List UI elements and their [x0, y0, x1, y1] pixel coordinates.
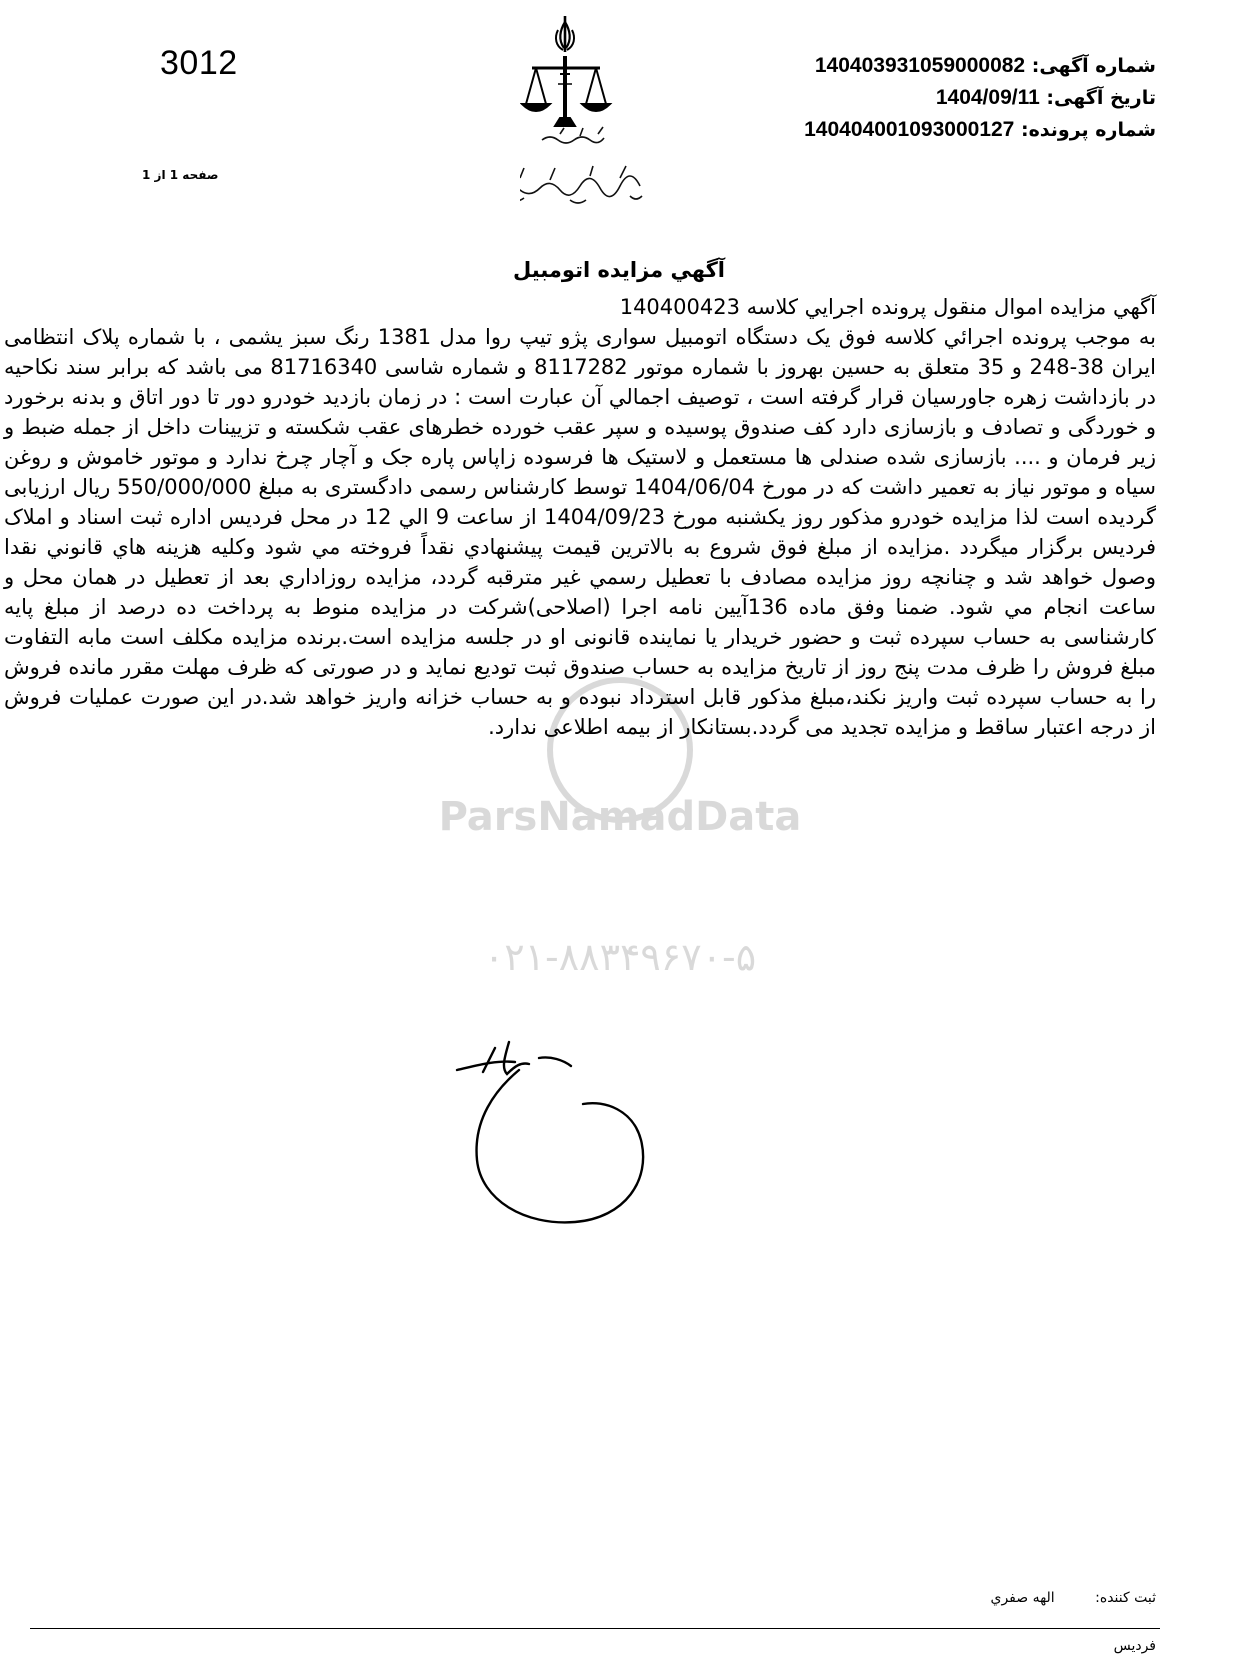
registry-office: فردیس	[1113, 1638, 1156, 1654]
emblem-caption	[520, 127, 642, 203]
notice-body	[4, 292, 1156, 742]
notice-date-label: تاریخ آگهی:	[1046, 87, 1156, 109]
page-indicator: صفحه 1 از 1	[142, 168, 219, 182]
notice-date-row	[804, 82, 1156, 114]
registrar	[990, 1590, 1156, 1606]
judiciary-emblem	[520, 8, 730, 213]
notice-paragraph: به موجب پرونده اجرائي كلاسه فوق يک دستگاه اتومبیل سواری پژو تیپ روا مدل 1381 رنگ سبز یشمی ، با شماره پلاک انتظامی ایران 38-248 و 35 متعلق به حسین بهروز با شماره موتور 8117282 و شماره شاسی 81716340 می باشد که برابر سند نکاحیه در بازداشت زهره جاورسیان قرار گرفته است ، توصيف اجمالي آن عبارت است : در زمان بازدید خودرو دور تا دور اتاق و بدنه برخورد و خوردگی و تصادف و بازسازی دارد کف صندوق پوسیده و سپر عقب خورده خطرهای عقب شکسته و تزیینات داخل از جمله ضبط و زیر فرمان و .... بازسازی شده صندلی ها مستعمل و لاستیک ها فرسوده زاپاس پاره جک و آچار چرخ ندارد و موتور خاموش و روغن سیاه و موتور نیاز به تعمیر داشت که در مورخ 1404/06/04 توسط کارشناس رسمی دادگستری به مبلغ 550/000/000 ریال ارزیابی گردیده است لذا مزایده خودرو مذکور روز یکشنبه مورخ 1404/09/23 از ساعت 9 الي 12 در محل فردیس اداره ثبت اسناد و املاک فردیس برگزار ميگردد .مزايده از مبلغ فوق شروع به بالاترين قيمت پيشنهادي نقداً فروخته مي شود وكليه هزينه هاي قانوني نقدا وصول خواهد شد و چنانچه روز مزايده مصادف با تعطيل رسمي غير مترقبه گردد، مزايده روزاداري بعد از تعطيل در همان محل و ساعت انجام مي شود. ضمنا وفق ماده 136آیین نامه اجرا (اصلاحی)شرکت در مزایده منوط به پرداخت ده درصد از مبلغ پایه کارشناسی به حساب سپرده ثبت و حضور خریدار یا نماینده قانونی او در جلسه مزایده است.برنده مزایده مکلف است مابه التفاوت مبلغ فروش را ظرف مدت پنج روز از تاریخ مزایده به حساب صندوق ثبت توديع نماید و در صورتی که ظرف مهلت مقرر مانده فروش را به حساب سپرده ثبت واریز نکند،مبلغ مذکور قابل استرداد نبوده و به حساب خزانه واریز خواهد شد.در این صورت عملیات فروش از درجه اعتبار ساقط و مزایده تجدید می گردد.بستانکار از بیمه اطلاعی ندارد.	[4, 325, 1157, 739]
document-title: آگهي مزايده اتومبيل	[513, 258, 725, 282]
footer-divider	[30, 1628, 1160, 1629]
watermark-phone: ۰۲۱-۸۸۳۴۹۶۷۰-۵	[483, 935, 757, 979]
notice-number: 140403931059000082	[814, 54, 1026, 77]
registrar-name: الهه صفري	[990, 1590, 1055, 1606]
case-number: 140404001093000127	[804, 118, 1015, 141]
notice-lead: آگهي مزايده اموال منقول پرونده اجرايي كلاسه 140400423	[619, 295, 1156, 319]
case-number-label: شماره پرونده:	[1020, 119, 1156, 141]
handwritten-signature	[455, 1040, 695, 1240]
case-number-row	[804, 114, 1156, 146]
code-number: 3012	[160, 44, 238, 82]
notice-date: 1404/09/11	[935, 86, 1040, 109]
notice-number-label: شماره آگهی:	[1031, 55, 1156, 77]
notice-metadata	[804, 50, 1156, 146]
emblem-symbol	[522, 16, 610, 126]
watermark-brand: ParsNamadData	[438, 794, 802, 840]
registrar-label: ثبت کننده:	[1095, 1590, 1156, 1606]
notice-number-row	[804, 50, 1156, 82]
